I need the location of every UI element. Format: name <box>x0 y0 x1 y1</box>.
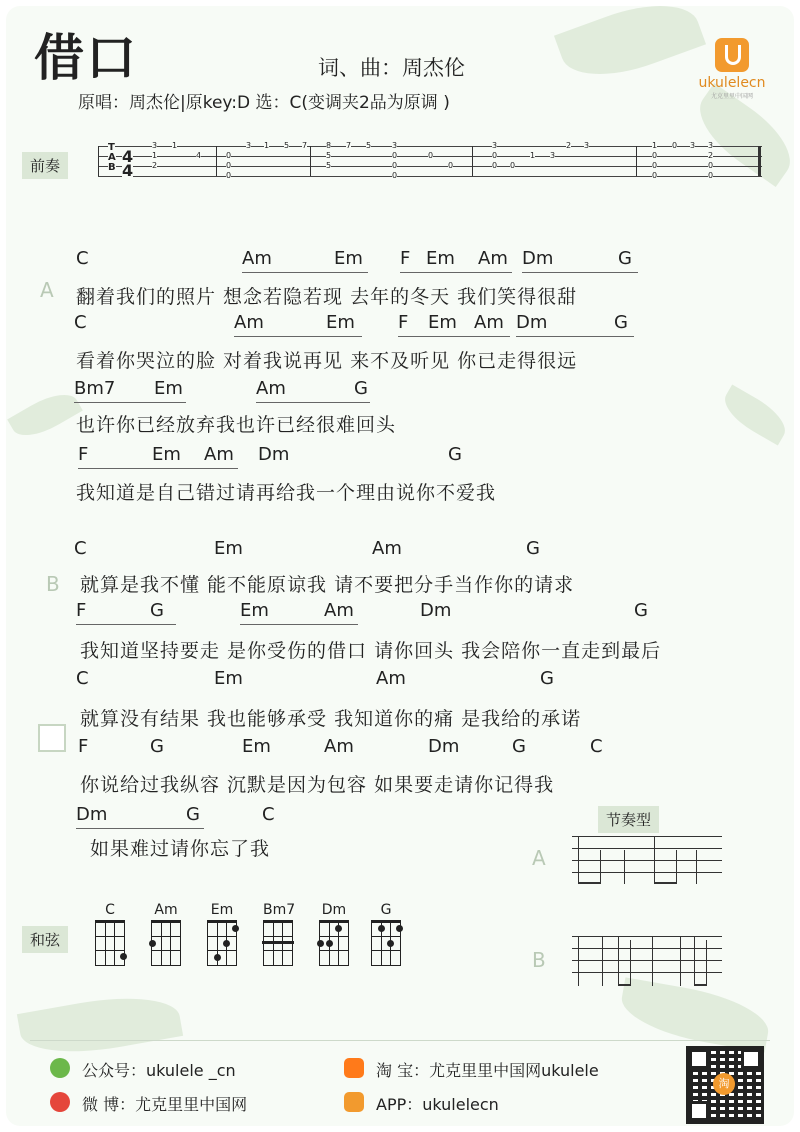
intro-label: 前奏 <box>22 152 68 179</box>
chord: Dm <box>76 804 108 825</box>
qr-code <box>686 1046 764 1124</box>
weibo-account: 微 博：尤克里里中国网 <box>82 1095 248 1114</box>
chord: Am <box>324 736 354 757</box>
chord-line-2 <box>0 312 800 336</box>
chord-diagram-dm <box>319 902 349 966</box>
taobao-shop: 淘 宝：尤克里里中国网ukulele <box>376 1061 599 1080</box>
chord: Em <box>240 600 269 621</box>
chord: G <box>354 378 368 399</box>
chord: Am <box>242 248 272 269</box>
rhythm-label: 节奏型 <box>598 806 659 833</box>
chord-line-7 <box>0 668 800 692</box>
lyricist-credit: 词、曲：周杰伦 <box>318 56 465 80</box>
chord-diagram-c <box>95 902 125 966</box>
lyric-line-8: 你说给过我纵容 沉默是因为包容 如果要走请你记得我 <box>80 774 555 796</box>
chord-diagram-em <box>207 902 237 966</box>
lyric-line-3: 也许你已经放弃我也许已经很难回头 <box>76 414 397 436</box>
lyric-line-2: 看着你哭泣的脸 对着我说再见 来不及听见 你已走得很远 <box>76 350 578 372</box>
chord: Am <box>256 378 286 399</box>
chord: F <box>78 736 89 757</box>
song-title: 借口 <box>34 29 138 87</box>
chord: Dm <box>420 600 452 621</box>
chord: Am <box>474 312 504 333</box>
chord-line-5 <box>0 538 800 562</box>
chord-line-1 <box>0 248 800 272</box>
chord: Am <box>478 248 508 269</box>
chord: G <box>614 312 628 333</box>
chord: Dm <box>258 444 290 465</box>
chord: Am <box>376 668 406 689</box>
chord-diagram-name: Am <box>154 902 178 918</box>
chord: C <box>74 538 87 559</box>
app-name: APP：ukulelecn <box>376 1095 499 1114</box>
qr-taobao-mark: 淘 <box>713 1073 735 1095</box>
chords-label: 和弦 <box>22 926 68 953</box>
lyric-line-1: 翻着我们的照片 想念若隐若现 去年的冬天 我们笑得很甜 <box>76 286 578 308</box>
chord: Bm7 <box>74 378 116 399</box>
chord: G <box>618 248 632 269</box>
chord: G <box>448 444 462 465</box>
chord: Dm <box>522 248 554 269</box>
section-a-marker: A <box>40 278 54 302</box>
chord: Em <box>334 248 363 269</box>
chord-line-4 <box>0 444 800 468</box>
chord-diagram-name: Dm <box>321 902 347 918</box>
chord: Em <box>152 444 181 465</box>
chord: F <box>78 444 89 465</box>
chord-diagram-name: Em <box>210 902 234 918</box>
chord: Em <box>428 312 457 333</box>
chord-diagram-name: G <box>380 902 392 918</box>
lyric-line-7: 就算没有结果 我也能够承受 我知道你的痛 是我给的承诺 <box>80 708 582 730</box>
chord: Dm <box>428 736 460 757</box>
section-b-marker: B <box>46 572 60 596</box>
ukulelecn-logo <box>692 38 772 100</box>
lyric-line-9: 如果难过请你忘了我 <box>90 838 271 860</box>
chord: G <box>150 736 164 757</box>
chord: G <box>540 668 554 689</box>
chord: Em <box>154 378 183 399</box>
chord-diagram-name: C <box>105 902 115 918</box>
taobao-icon <box>344 1058 364 1078</box>
chord-diagram-bm7 <box>263 902 296 966</box>
chord: Am <box>372 538 402 559</box>
chord-diagram-am <box>151 902 181 966</box>
chord: F <box>398 312 409 333</box>
chord-diagram-name: Bm7 <box>263 902 296 918</box>
rhythm-a-marker: A <box>532 846 546 870</box>
chord: Em <box>214 668 243 689</box>
chord: C <box>74 312 87 333</box>
chord: Em <box>426 248 455 269</box>
lyric-line-6: 我知道坚持要走 是你受伤的借口 请你回头 我会陪你一直走到最后 <box>80 640 662 662</box>
lyric-line-4: 我知道是自己错过请再给我一个理由说你不爱我 <box>76 482 497 504</box>
chord: C <box>76 248 89 269</box>
rhythm-pattern-a <box>572 836 722 880</box>
chord: C <box>590 736 603 757</box>
chord: Am <box>204 444 234 465</box>
chord: G <box>150 600 164 621</box>
chord-diagram-g <box>371 902 401 966</box>
chord-line-3 <box>0 378 800 402</box>
chord: G <box>526 538 540 559</box>
chord: G <box>186 804 200 825</box>
chord: C <box>76 668 89 689</box>
intro-tablature: T A B 4 4 3 1 2 1 4 0 0 0 3 1 5 7 8 5 5 7 5 3 0 0 0 0 0 3 0 0 0 1 3 2 3 1 0 0 0 0 3 3 2 0 0 <box>98 140 762 186</box>
chord: F <box>400 248 411 269</box>
logo-name: ukulelecn <box>698 75 766 91</box>
app-icon <box>344 1092 364 1112</box>
chord-line-9 <box>0 804 800 828</box>
lyric-line-5: 就算是我不懂 能不能原谅我 请不要把分手当作你的请求 <box>80 574 575 596</box>
wechat-icon <box>50 1058 70 1078</box>
chord: Dm <box>516 312 548 333</box>
chord: C <box>262 804 275 825</box>
weibo-icon <box>50 1092 70 1112</box>
logo-subtitle: 尤克里里中国网 <box>710 93 753 100</box>
chord: Am <box>234 312 264 333</box>
original-key-info: 原唱：周杰伦|原key:D 选：C(变调夹2品为原调 ) <box>78 93 450 113</box>
chord: Em <box>214 538 243 559</box>
logo-icon <box>715 38 749 72</box>
chord-line-6 <box>0 600 800 624</box>
chord-line-8 <box>0 736 800 760</box>
chord: G <box>634 600 648 621</box>
rhythm-pattern-b <box>572 936 722 980</box>
chord: Em <box>326 312 355 333</box>
chord: Am <box>324 600 354 621</box>
wechat-account: 公众号：ukulele _cn <box>82 1061 236 1080</box>
chord: F <box>76 600 87 621</box>
footer-divider <box>30 1040 770 1041</box>
rhythm-b-marker: B <box>532 948 546 972</box>
chord: Em <box>242 736 271 757</box>
chord: G <box>512 736 526 757</box>
